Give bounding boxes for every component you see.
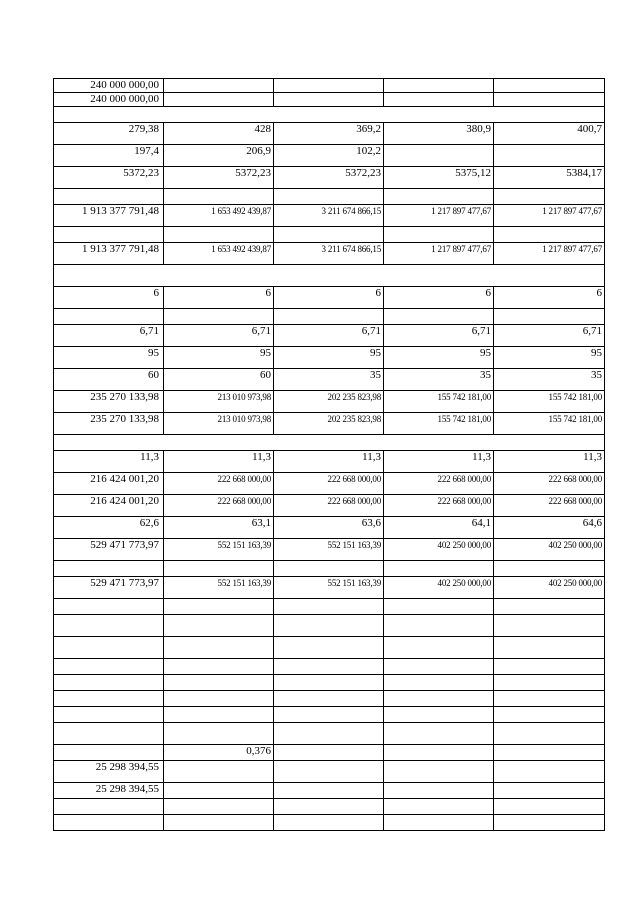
table-cell: 1 653 492 439,87 — [164, 243, 274, 265]
table-cell — [494, 145, 605, 167]
table-cell — [384, 637, 494, 659]
table-cell — [54, 561, 164, 577]
table-cell — [494, 615, 605, 637]
table-row — [54, 495, 605, 517]
table-cell — [384, 659, 494, 675]
table-cell: 202 235 823,98 — [274, 413, 384, 435]
table-cell — [274, 599, 384, 615]
table-row — [54, 93, 605, 107]
table-cell: 279,38 — [54, 123, 164, 145]
table-cell — [274, 691, 384, 707]
table-cell: 402 250 000,00 — [384, 539, 494, 561]
table-cell: 5375,12 — [384, 167, 494, 189]
table-cell: 380,9 — [384, 123, 494, 145]
table-cell: 213 010 973,98 — [164, 391, 274, 413]
table-cell — [384, 561, 494, 577]
table-cell: 62,6 — [54, 517, 164, 539]
table-cell: 95 — [164, 347, 274, 369]
table-cell: 25 298 394,55 — [54, 783, 164, 799]
table-cell: 216 424 001,20 — [54, 495, 164, 517]
table-cell: 155 742 181,00 — [494, 413, 605, 435]
table-row — [54, 675, 605, 691]
table-cell — [274, 815, 384, 831]
table-cell — [54, 189, 164, 205]
table-cell — [164, 561, 274, 577]
table-row — [54, 309, 605, 325]
table-cell: 60 — [54, 369, 164, 391]
table-cell: 222 668 000,00 — [164, 473, 274, 495]
table-row — [54, 369, 605, 391]
table-row — [54, 637, 605, 659]
table-cell: 0,376 — [164, 745, 274, 761]
table-row — [54, 227, 605, 243]
table-cell — [274, 93, 384, 107]
table-cell — [164, 93, 274, 107]
table-cell: 155 742 181,00 — [384, 391, 494, 413]
table-cell — [494, 799, 605, 815]
data-table — [53, 78, 605, 831]
table-cell: 6 — [164, 287, 274, 309]
table-cell — [54, 599, 164, 615]
table-cell: 6 — [494, 287, 605, 309]
table-cell: 5372,23 — [164, 167, 274, 189]
table-cell — [494, 745, 605, 761]
table-cell: 95 — [54, 347, 164, 369]
table-cell — [494, 761, 605, 783]
table-body — [54, 79, 605, 831]
table-cell — [274, 79, 384, 93]
table-cell: 202 235 823,98 — [274, 391, 384, 413]
table-cell — [494, 707, 605, 723]
table-cell — [494, 561, 605, 577]
table-row — [54, 205, 605, 227]
table-cell — [384, 815, 494, 831]
table-cell: 206,9 — [164, 145, 274, 167]
table-cell — [274, 637, 384, 659]
table-cell — [54, 799, 164, 815]
table-row — [54, 539, 605, 561]
table-cell — [274, 745, 384, 761]
table-cell: 1 217 897 477,67 — [494, 243, 605, 265]
table-row — [54, 167, 605, 189]
table-cell — [384, 707, 494, 723]
table-cell — [54, 265, 605, 287]
table-cell — [164, 599, 274, 615]
table-cell: 552 151 163,39 — [164, 539, 274, 561]
table-cell: 222 668 000,00 — [494, 495, 605, 517]
table-cell: 222 668 000,00 — [164, 495, 274, 517]
table-row — [54, 243, 605, 265]
table-cell: 95 — [384, 347, 494, 369]
table-cell: 235 270 133,98 — [54, 391, 164, 413]
table-cell — [494, 93, 605, 107]
table-cell — [384, 79, 494, 93]
table-cell — [494, 783, 605, 799]
table-cell: 213 010 973,98 — [164, 413, 274, 435]
table-row — [54, 761, 605, 783]
table-cell: 402 250 000,00 — [494, 577, 605, 599]
table-cell — [384, 615, 494, 637]
table-cell: 6,71 — [384, 325, 494, 347]
table-row — [54, 615, 605, 637]
table-row — [54, 287, 605, 309]
table-cell: 64,6 — [494, 517, 605, 539]
table-cell — [494, 723, 605, 745]
table-cell — [54, 707, 164, 723]
table-row — [54, 517, 605, 539]
table-row — [54, 707, 605, 723]
table-cell: 6 — [384, 287, 494, 309]
table-cell: 216 424 001,20 — [54, 473, 164, 495]
table-cell: 3 211 674 866,15 — [274, 205, 384, 227]
table-row — [54, 79, 605, 93]
table-row — [54, 691, 605, 707]
table-cell: 63,1 — [164, 517, 274, 539]
table-row — [54, 435, 605, 451]
table-row — [54, 325, 605, 347]
table-cell — [54, 675, 164, 691]
table-cell — [164, 675, 274, 691]
table-cell — [54, 615, 164, 637]
table-cell: 11,3 — [54, 451, 164, 473]
table-row — [54, 145, 605, 167]
table-cell: 6,71 — [494, 325, 605, 347]
table-cell: 240 000 000,00 — [54, 79, 164, 93]
table-cell: 402 250 000,00 — [494, 539, 605, 561]
table-cell — [54, 659, 164, 675]
table-cell — [384, 599, 494, 615]
table-cell: 6,71 — [274, 325, 384, 347]
table-row — [54, 473, 605, 495]
table-cell — [384, 227, 494, 243]
table-cell: 552 151 163,39 — [164, 577, 274, 599]
table-cell — [54, 637, 164, 659]
table-row — [54, 745, 605, 761]
table-cell — [384, 723, 494, 745]
table-cell: 400,7 — [494, 123, 605, 145]
table-cell — [54, 745, 164, 761]
table-cell — [384, 189, 494, 205]
table-cell: 428 — [164, 123, 274, 145]
table-cell — [54, 723, 164, 745]
table-cell — [164, 637, 274, 659]
table-cell — [164, 723, 274, 745]
table-cell — [494, 815, 605, 831]
table-cell: 155 742 181,00 — [494, 391, 605, 413]
table-cell: 222 668 000,00 — [274, 473, 384, 495]
table-row — [54, 189, 605, 205]
table-cell: 60 — [164, 369, 274, 391]
table-row — [54, 783, 605, 799]
table-cell — [494, 675, 605, 691]
table-cell: 64,1 — [384, 517, 494, 539]
table-cell: 529 471 773,97 — [54, 539, 164, 561]
table-cell: 222 668 000,00 — [494, 473, 605, 495]
table-cell — [274, 723, 384, 745]
table-cell — [274, 227, 384, 243]
table-cell: 35 — [274, 369, 384, 391]
table-cell: 1 913 377 791,48 — [54, 205, 164, 227]
table-cell: 5372,23 — [274, 167, 384, 189]
table-cell — [164, 79, 274, 93]
table-cell: 222 668 000,00 — [384, 473, 494, 495]
table-cell — [274, 707, 384, 723]
table-cell — [494, 637, 605, 659]
table-cell — [164, 815, 274, 831]
table-row — [54, 107, 605, 123]
table-cell: 552 151 163,39 — [274, 539, 384, 561]
table-row — [54, 815, 605, 831]
table-cell — [274, 761, 384, 783]
table-cell — [384, 761, 494, 783]
table-cell — [164, 309, 274, 325]
table-cell: 529 471 773,97 — [54, 577, 164, 599]
table-cell: 11,3 — [384, 451, 494, 473]
table-cell — [54, 309, 164, 325]
table-cell — [274, 799, 384, 815]
table-cell — [384, 675, 494, 691]
table-cell: 222 668 000,00 — [274, 495, 384, 517]
table-cell — [54, 107, 605, 123]
table-cell: 1 217 897 477,67 — [384, 205, 494, 227]
table-row — [54, 347, 605, 369]
table-cell: 35 — [384, 369, 494, 391]
table-cell: 240 000 000,00 — [54, 93, 164, 107]
table-cell — [494, 599, 605, 615]
table-cell — [54, 691, 164, 707]
table-cell — [494, 79, 605, 93]
table-cell: 222 668 000,00 — [384, 495, 494, 517]
table-row — [54, 599, 605, 615]
table-cell: 1 653 492 439,87 — [164, 205, 274, 227]
table-cell — [164, 659, 274, 675]
table-cell: 1 913 377 791,48 — [54, 243, 164, 265]
table-cell — [54, 815, 164, 831]
table-cell — [384, 783, 494, 799]
table-cell: 35 — [494, 369, 605, 391]
table-cell: 6,71 — [164, 325, 274, 347]
table-cell — [384, 145, 494, 167]
table-cell: 402 250 000,00 — [384, 577, 494, 599]
table-cell: 6 — [274, 287, 384, 309]
table-cell — [164, 615, 274, 637]
table-cell: 6,71 — [54, 325, 164, 347]
table-cell — [164, 783, 274, 799]
table-cell — [494, 189, 605, 205]
table-cell: 11,3 — [494, 451, 605, 473]
table-cell — [494, 309, 605, 325]
table-cell: 6 — [54, 287, 164, 309]
table-cell: 155 742 181,00 — [384, 413, 494, 435]
table-cell — [384, 309, 494, 325]
table-cell — [384, 691, 494, 707]
table-cell — [164, 707, 274, 723]
table-row — [54, 265, 605, 287]
table-row — [54, 799, 605, 815]
table-cell: 369,2 — [274, 123, 384, 145]
table-cell — [164, 227, 274, 243]
table-cell — [274, 309, 384, 325]
table-cell: 235 270 133,98 — [54, 413, 164, 435]
table-cell: 102,2 — [274, 145, 384, 167]
table-cell: 552 151 163,39 — [274, 577, 384, 599]
table-row — [54, 451, 605, 473]
table-cell — [274, 189, 384, 205]
table-row — [54, 123, 605, 145]
table-cell — [54, 227, 164, 243]
table-cell: 197,4 — [54, 145, 164, 167]
table-cell — [54, 435, 605, 451]
table-cell — [274, 561, 384, 577]
table-row — [54, 413, 605, 435]
table-cell: 25 298 394,55 — [54, 761, 164, 783]
table-cell — [274, 615, 384, 637]
table-cell — [274, 659, 384, 675]
table-cell — [494, 227, 605, 243]
table-cell: 1 217 897 477,67 — [384, 243, 494, 265]
table-cell — [384, 799, 494, 815]
table-cell — [274, 675, 384, 691]
table-cell — [164, 189, 274, 205]
table-cell: 5372,23 — [54, 167, 164, 189]
table-row — [54, 391, 605, 413]
table-row — [54, 659, 605, 675]
table-cell: 95 — [494, 347, 605, 369]
table-row — [54, 561, 605, 577]
table-cell: 11,3 — [274, 451, 384, 473]
table-cell: 63,6 — [274, 517, 384, 539]
table-cell: 1 217 897 477,67 — [494, 205, 605, 227]
table-cell — [384, 93, 494, 107]
table-cell — [164, 799, 274, 815]
table-row — [54, 577, 605, 599]
table-cell — [384, 745, 494, 761]
table-cell — [274, 783, 384, 799]
table-cell — [494, 691, 605, 707]
table-cell: 95 — [274, 347, 384, 369]
table-row — [54, 723, 605, 745]
table-cell — [494, 659, 605, 675]
table-cell: 5384,17 — [494, 167, 605, 189]
table-cell: 3 211 674 866,15 — [274, 243, 384, 265]
table-cell — [164, 761, 274, 783]
table-cell: 11,3 — [164, 451, 274, 473]
table-cell — [164, 691, 274, 707]
